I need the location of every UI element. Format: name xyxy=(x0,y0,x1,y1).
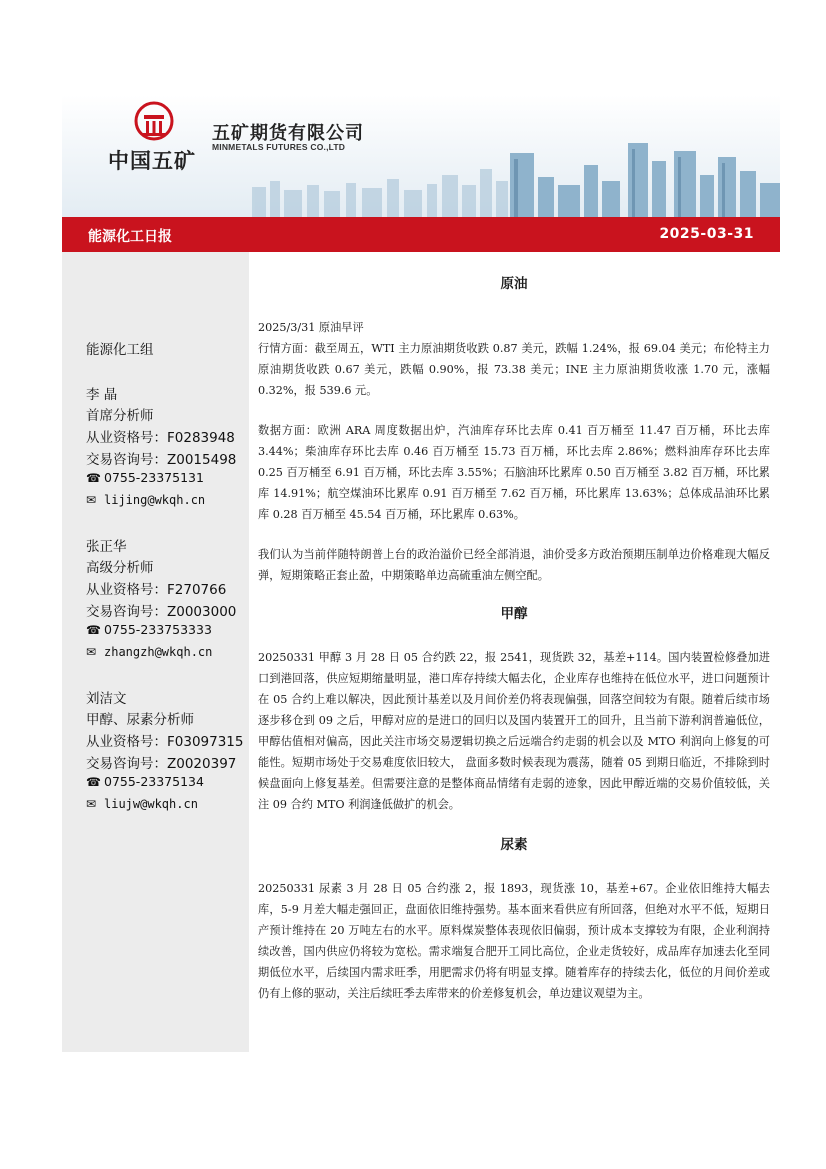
analyst-email[interactable] xyxy=(86,492,205,507)
analyst-qualification: 从业资格号：F0283948 xyxy=(86,430,235,446)
section-urea xyxy=(258,831,770,1004)
section-title: 甲醇 xyxy=(500,606,528,622)
phone-icon: ☎ xyxy=(86,623,101,637)
email-address[interactable]: zhangzh@wkqh.cn xyxy=(104,645,213,659)
phone-icon: ☎ xyxy=(86,471,101,485)
minmetals-emblem-icon xyxy=(134,101,174,143)
paragraph: 数据方面：欧洲 ARA 周度数据出炉，汽油库存环比去库 0.41 百万桶至 11.47 百万桶，环比去库 3.44%；柴油库存环比去库 0.46 百万桶至 15.73 百万桶，环比去库 2.86%；燃料油库存环比去库 0.25 百万桶至 6.91 百万桶，环比去库 3.55%；石脑油环比累库 0.50 百万桶至 3.82 百万桶，环比累库 14.91%；航空煤油环比累库 0.91 百万桶至 7.62 百万桶，环比累库 13.63%；总体成品油环比累库 0.28 百万桶至 45.54 百万桶，环比累库 0.63%。 xyxy=(258,424,770,521)
paragraph: 20250331 甲醇 3 月 28 日 05 合约跌 22，报 2541，现货跌 32，基差+114。国内装置检修叠加进口到港回落，供应短期缩量明显，港口库存持续大幅去化，企业库存也维持在低位水平，进口问题预计在 05 合约上难以解决，因此预计基差以及月间价差仍将表现偏强，回落空间较为有限。随着后续市场逐步移仓到 09 之后，甲醇对应的是进口的回归以及国内装置开工的回升，且当前下游利润普遍低位，甲醇估值相对偏高，因此关注市场交易逻辑切换之后远端合约走弱的机会以及 MTO 利润向上修复的可能性。短期市场处于交易难度依旧较大， 盘面多数时候表现为震荡，随着 05 到期日临近，不排除到时候盘面向上修复基差。但需要注意的是整体商品情绪有走弱的迹象，因此甲醇近端的交易价值较低，关注 09 合约 MTO 利润逢低做扩的机会。 xyxy=(258,651,770,811)
envelope-icon: ✉ xyxy=(86,493,97,507)
analyst-email[interactable] xyxy=(86,644,212,659)
analyst-qualification: 从业资格号：F03097315 xyxy=(86,734,244,750)
section-methanol xyxy=(258,600,770,815)
section-crude-oil xyxy=(258,270,770,586)
analyst-phone xyxy=(86,622,212,637)
analyst-role: 高级分析师 xyxy=(86,560,154,576)
paragraph: 20250331 尿素 3 月 28 日 05 合约涨 2，报 1893，现货涨 10，基差+67。企业依旧维持大幅去库，5-9 月差大幅走强回正，盘面依旧维持强势。基本面来看供应有所回落，但绝对水平不低，短期日产预计维持在 20 万吨左右的水平。原料煤炭整体表现依旧偏弱，预计成本支撑较为有限，企业利润持续改善，国内供应仍将较为宽松。需求端复合肥开工同比高位，企业走货较好，成品库存加速去化至同期低位水平，后续国内需求旺季，用肥需求仍将有明显支撑。随着库存的持续去化，低位的月间价差或仍有上修的驱动，关注后续旺季去库带来的价差修复机会，单边建议观望为主。 xyxy=(258,882,770,1000)
envelope-icon: ✉ xyxy=(86,645,97,659)
analyst-email[interactable] xyxy=(86,796,198,811)
analyst-phone xyxy=(86,774,204,789)
report-body xyxy=(258,270,770,1004)
phone-number: 0755-23375131 xyxy=(104,470,204,485)
analyst-consult-no: 交易咨询号：Z0003000 xyxy=(86,604,237,620)
email-address[interactable]: liujw@wkqh.cn xyxy=(104,797,198,811)
analyst-qualification: 从业资格号：F270766 xyxy=(86,582,227,598)
analyst-name: 李 晶 xyxy=(86,387,118,403)
analyst-phone xyxy=(86,470,204,485)
report-title: 能源化工日报 xyxy=(88,229,172,245)
analyst-consult-no: 交易咨询号：Z0020397 xyxy=(86,756,237,772)
logo-text: 中国五矿 xyxy=(108,149,196,173)
phone-icon: ☎ xyxy=(86,775,101,789)
phone-number: 0755-23375134 xyxy=(104,774,204,789)
section-title: 尿素 xyxy=(500,837,528,853)
analyst-consult-no: 交易咨询号：Z0015498 xyxy=(86,452,237,468)
group-name: 能源化工组 xyxy=(86,342,154,358)
phone-number: 0755-233753333 xyxy=(104,622,212,637)
analyst-role: 首席分析师 xyxy=(86,408,154,424)
company-name-en: MINMETALS FUTURES CO.,LTD xyxy=(212,142,346,152)
paragraph: 行情方面：截至周五，WTI 主力原油期货收跌 0.87 美元，跌幅 1.24%，报 69.04 美元；布伦特主力原油期货收跌 0.67 美元，跌幅 0.90%，报 73.38 美元；INE 主力原油期货收涨 1.70 元，涨幅 0.32%，报 539.6 元。 xyxy=(258,342,770,397)
section-title: 原油 xyxy=(500,276,528,292)
analyst-name: 张正华 xyxy=(86,539,127,555)
report-header xyxy=(62,95,780,217)
company-name-cn: 五矿期货有限公司 xyxy=(212,123,364,144)
paragraph: 2025/3/31 原油早评 xyxy=(258,321,364,334)
email-address[interactable]: lijing@wkqh.cn xyxy=(104,493,206,507)
report-title-bar xyxy=(62,217,780,252)
envelope-icon: ✉ xyxy=(86,797,97,811)
analyst-role: 甲醇、尿素分析师 xyxy=(86,712,194,728)
paragraph: 我们认为当前伴随特朗普上台的政治溢价已经全部消退，油价受多方政治预期压制单边价格难现大幅反弹，短期策略正套止盈，中期策略单边高硫重油左侧空配。 xyxy=(258,548,770,582)
report-date: 2025-03-31 xyxy=(659,226,754,242)
analyst-sidebar xyxy=(62,252,249,1052)
analyst-name: 刘洁文 xyxy=(86,691,127,707)
